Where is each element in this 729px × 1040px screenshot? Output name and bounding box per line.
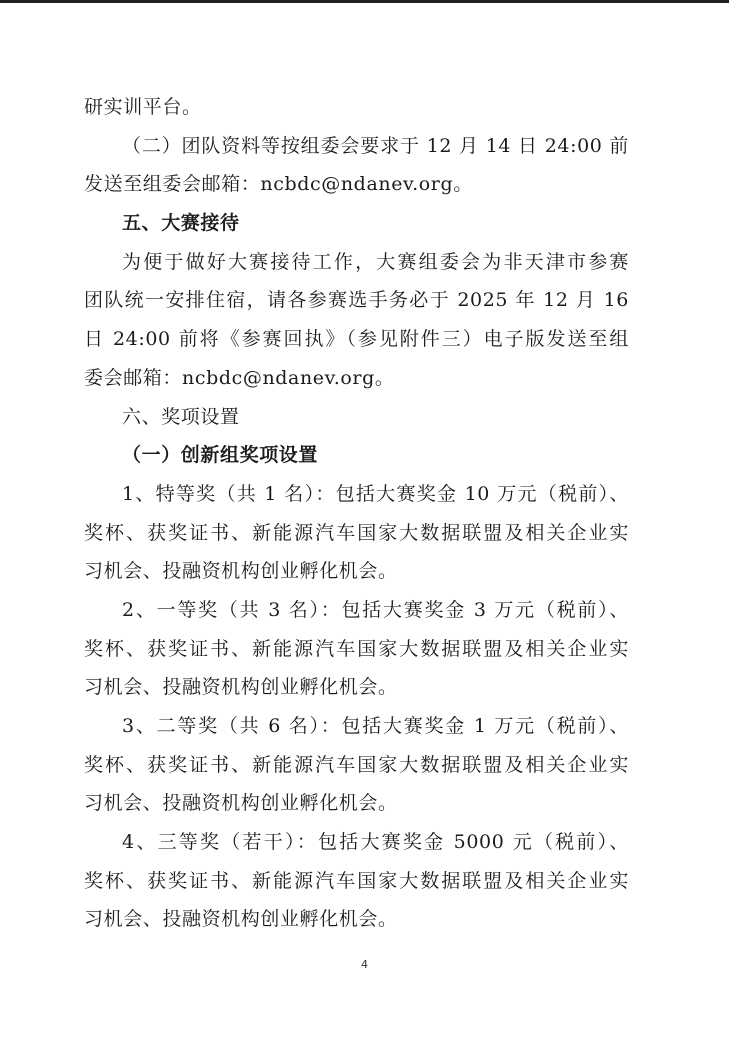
text-line: 4、三等奖（若干）：包括大赛奖金 5000 元（税前）、 xyxy=(122,831,629,854)
text-line: 团队统一安排住宿，请各参赛选手务必于 2025 年 12 月 16 xyxy=(84,289,629,312)
text-line: （二）团队资料等按组委会要求于 12 月 14 日 24:00 前 xyxy=(122,134,629,157)
text-line: 为便于做好大赛接待工作，大赛组委会为非天津市参赛 xyxy=(122,250,629,273)
text-line: 研实训平台。 xyxy=(84,96,202,118)
page-number: 4 xyxy=(361,958,368,971)
text-line: 1、特等奖（共 1 名）：包括大赛奖金 10 万元（税前）、 xyxy=(122,482,629,505)
section-heading-reception: 五、大赛接待 xyxy=(122,212,240,235)
text-line: 委会邮箱：ncbdc@ndanev.org。 xyxy=(84,366,395,389)
top-border xyxy=(0,0,729,3)
text-line: 奖杯、获奖证书、新能源汽车国家大数据联盟及相关企业实 xyxy=(84,869,629,892)
text-line: 习机会、投融资机构创业孵化机会。 xyxy=(84,560,398,583)
text-line: 奖杯、获奖证书、新能源汽车国家大数据联盟及相关企业实 xyxy=(84,521,629,544)
text-line: 习机会、投融资机构创业孵化机会。 xyxy=(84,908,398,931)
section-heading-awards: 六、奖项设置 xyxy=(122,405,240,428)
text-line: 习机会、投融资机构创业孵化机会。 xyxy=(84,676,398,699)
text-line: 3、二等奖（共 6 名）：包括大赛奖金 1 万元（税前）、 xyxy=(122,715,629,737)
document-body xyxy=(84,88,629,939)
text-line: 习机会、投融资机构创业孵化机会。 xyxy=(84,792,398,815)
subsection-heading-innovation: （一）创新组奖项设置 xyxy=(122,444,319,467)
text-line: 2、一等奖（共 3 名）：包括大赛奖金 3 万元（税前）、 xyxy=(122,598,629,621)
text-line: 奖杯、获奖证书、新能源汽车国家大数据联盟及相关企业实 xyxy=(84,753,629,776)
text-line: 奖杯、获奖证书、新能源汽车国家大数据联盟及相关企业实 xyxy=(84,637,629,660)
text-line: 发送至组委会邮箱：ncbdc@ndanev.org。 xyxy=(84,173,473,196)
text-line: 日 24:00 前将《参赛回执》（参见附件三）电子版发送至组 xyxy=(84,328,629,351)
